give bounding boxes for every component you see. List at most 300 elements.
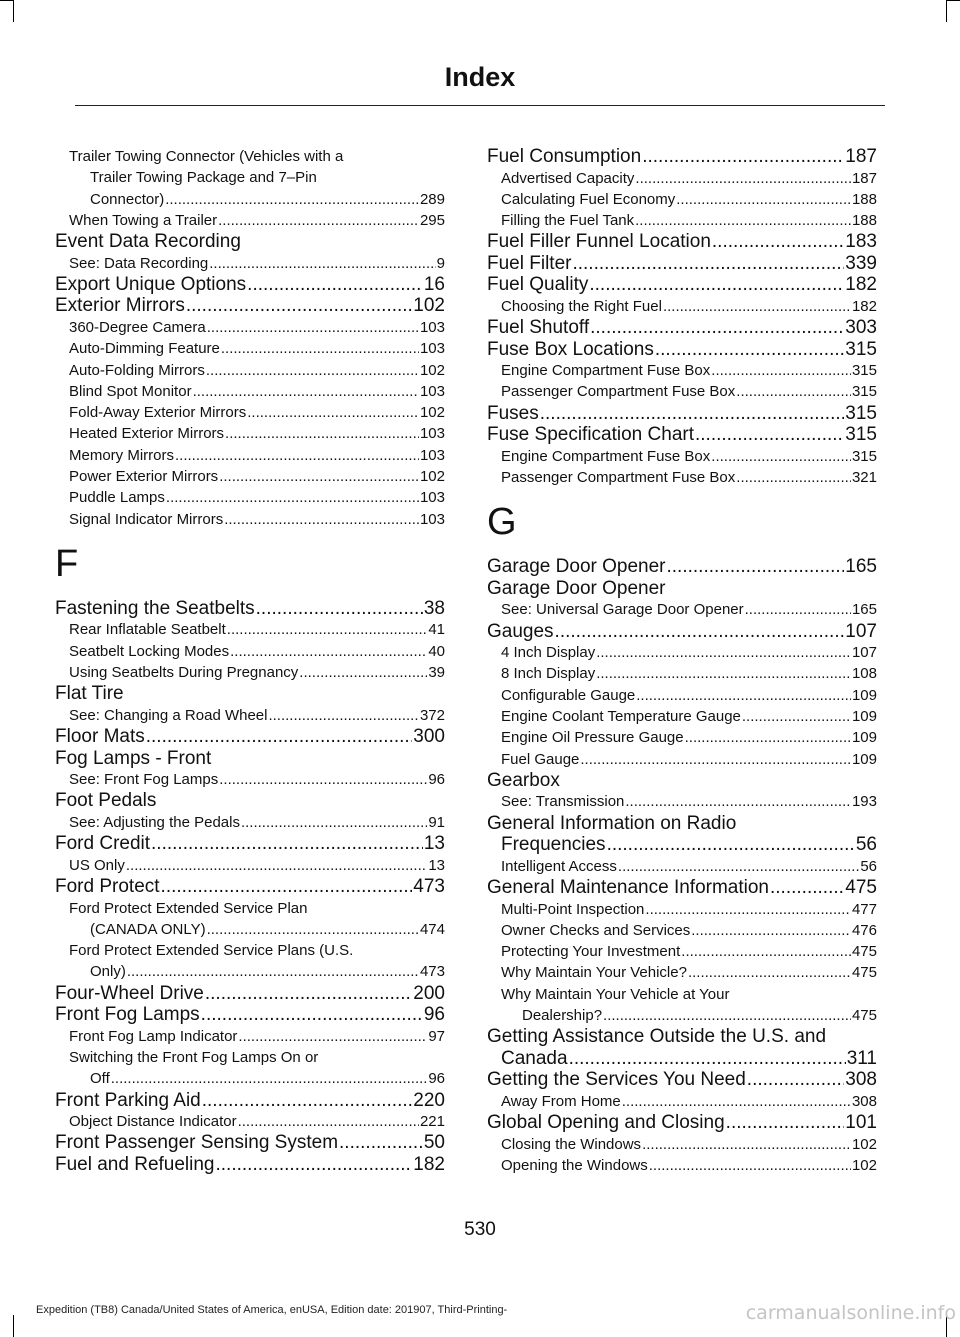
index-entry-text: Ford Protect xyxy=(55,876,160,898)
index-page-number: 473 xyxy=(419,963,445,981)
index-subentry xyxy=(487,360,877,381)
index-subentry xyxy=(55,317,445,338)
index-page-number: 473 xyxy=(413,876,445,898)
index-entry-line: Trailer Towing Package and 7–Pin xyxy=(90,169,317,187)
index-entry-text: Why Maintain Your Vehicle? xyxy=(501,964,687,982)
dot-leader xyxy=(540,403,845,425)
index-entry xyxy=(487,253,877,275)
index-page-number: 96 xyxy=(428,1070,445,1088)
index-entry-text: Multi-Point Inspection xyxy=(501,900,645,918)
dot-leader xyxy=(207,919,419,940)
footer-edition-text: Expedition (TB8) Canada/United States of America, enUSA, Edition date: 201907, Third-Printing- xyxy=(36,1304,508,1316)
index-page-number: 41 xyxy=(428,621,445,639)
index-entry xyxy=(487,813,877,856)
index-entry-last-line xyxy=(487,834,877,856)
index-page-number: 109 xyxy=(851,708,877,726)
index-page-number: 16 xyxy=(423,273,445,295)
dot-leader xyxy=(219,466,419,487)
dot-leader xyxy=(726,1112,845,1134)
index-entry-text: Engine Compartment Fuse Box xyxy=(501,447,711,465)
index-page-number: 182 xyxy=(851,297,877,315)
index-page-number: 103 xyxy=(419,340,445,358)
index-page-number: 102 xyxy=(851,1156,877,1174)
index-subentry xyxy=(55,812,445,833)
index-entry xyxy=(487,1069,877,1091)
index-entry-text: Only) xyxy=(90,963,126,981)
dot-leader xyxy=(569,1048,846,1070)
index-entry xyxy=(55,231,445,253)
index-entry xyxy=(55,1154,445,1176)
index-entry xyxy=(487,146,877,168)
index-entry-text: Front Parking Aid xyxy=(55,1089,201,1111)
index-entry xyxy=(487,1026,877,1069)
index-entry xyxy=(487,1112,877,1134)
index-entry xyxy=(55,1090,445,1112)
index-subentry xyxy=(487,920,877,941)
index-entry xyxy=(55,274,445,296)
index-entry-text: Opening the Windows xyxy=(501,1156,648,1174)
index-page-number: 101 xyxy=(845,1112,877,1134)
dot-leader xyxy=(681,941,851,962)
dot-leader xyxy=(218,210,419,231)
index-entry-text: Four-Wheel Drive xyxy=(55,982,204,1004)
index-entry-text: Fuel and Refueling xyxy=(55,1153,215,1175)
index-subentry xyxy=(487,599,877,620)
index-subentry xyxy=(55,855,445,876)
index-subentry xyxy=(487,791,877,812)
index-entry xyxy=(487,403,877,425)
index-page-number: 13 xyxy=(423,833,445,855)
index-page-number: 102 xyxy=(419,404,445,422)
index-entry-text: Fuel Filler Funnel Location xyxy=(487,231,711,253)
index-page-number: 103 xyxy=(419,510,445,528)
index-entry xyxy=(55,983,445,1005)
index-page-number: 475 xyxy=(851,964,877,982)
index-subentry xyxy=(55,898,445,941)
index-entry-text: Canada xyxy=(501,1047,568,1069)
index-entry-line: Ford Protect Extended Service Plans (U.S. xyxy=(69,942,354,960)
index-entry-text: Closing the Windows xyxy=(501,1135,642,1153)
index-subentry xyxy=(55,423,445,444)
dot-leader xyxy=(126,855,427,876)
dot-leader xyxy=(202,1090,413,1112)
index-page-number: 315 xyxy=(845,338,877,360)
index-entry-text: Garage Door Opener xyxy=(487,556,666,578)
index-entry-text: Ford Credit xyxy=(55,833,151,855)
index-subentry xyxy=(55,769,445,790)
index-entry-text: Front Fog Lamps xyxy=(55,1004,200,1026)
index-subentry xyxy=(55,210,445,231)
index-entry xyxy=(55,598,445,620)
index-page-number: 311 xyxy=(846,1047,877,1069)
index-subentry xyxy=(55,338,445,359)
index-page-number: 9 xyxy=(436,254,445,272)
index-subentry xyxy=(487,685,877,706)
index-entry-text: Using Seatbelts During Pregnancy xyxy=(69,664,299,682)
index-entry-text: Signal Indicator Mirrors xyxy=(69,510,224,528)
index-entry xyxy=(487,274,877,296)
dot-leader xyxy=(625,791,851,812)
index-page-number: 308 xyxy=(851,1092,877,1110)
dot-leader xyxy=(238,1111,419,1132)
dot-leader xyxy=(572,253,844,275)
dot-leader xyxy=(201,1004,423,1026)
index-subentry xyxy=(487,941,877,962)
index-entry xyxy=(55,790,445,812)
index-entry xyxy=(55,876,445,898)
index-page-number: 187 xyxy=(845,146,877,167)
crop-mark xyxy=(946,0,947,22)
index-subentry xyxy=(487,856,877,877)
section-letter: F xyxy=(55,542,79,585)
index-entry-text: Configurable Gauge xyxy=(501,686,636,704)
index-subentry xyxy=(487,210,877,231)
index-entry-text: Dealership? xyxy=(522,1007,603,1025)
index-page-number: 102 xyxy=(419,361,445,379)
index-entry xyxy=(487,339,877,361)
index-entry-text: Fuel Shutoff xyxy=(487,317,590,339)
index-column-right xyxy=(487,146,877,1176)
dot-leader xyxy=(596,642,851,663)
section-letter: G xyxy=(487,501,517,544)
index-entry-text: Fuel Filter xyxy=(487,252,572,274)
index-page-number: 91 xyxy=(428,813,445,831)
index-page-number: 102 xyxy=(419,468,445,486)
index-page-number: 97 xyxy=(428,1027,445,1045)
dot-leader xyxy=(635,168,851,189)
dot-leader xyxy=(642,1134,851,1155)
crop-mark xyxy=(13,1315,14,1337)
index-subentry xyxy=(55,509,445,530)
index-entry-text: Foot Pedals xyxy=(55,790,157,812)
index-entry xyxy=(55,833,445,855)
index-entry-text: Front Fog Lamp Indicator xyxy=(69,1027,238,1045)
dot-leader xyxy=(230,641,427,662)
index-page-number: 476 xyxy=(851,921,877,939)
index-page-number: 103 xyxy=(419,425,445,443)
index-entry-text: Getting the Services You Need xyxy=(487,1069,746,1091)
index-subentry xyxy=(487,381,877,402)
index-entry-text: Garage Door Opener xyxy=(487,577,666,599)
index-subentry xyxy=(55,402,445,423)
index-page-number: 193 xyxy=(851,793,877,811)
index-page-number: 372 xyxy=(419,706,445,724)
index-page-number: 221 xyxy=(419,1113,445,1131)
index-page-number: 108 xyxy=(851,665,877,683)
index-subentry xyxy=(487,663,877,684)
index-entry-text: Off xyxy=(90,1070,110,1088)
dot-leader xyxy=(712,231,844,253)
dot-leader xyxy=(221,338,419,359)
index-page-number: 477 xyxy=(851,900,877,918)
index-entry-text: See: Transmission xyxy=(501,793,625,811)
index-page-number: 188 xyxy=(851,190,877,208)
index-entry-text: See: Universal Garage Door Opener xyxy=(501,601,744,619)
index-entry-text: Gearbox xyxy=(487,769,560,791)
dot-leader xyxy=(736,467,851,488)
index-subentry xyxy=(55,1026,445,1047)
index-page-number: 109 xyxy=(851,729,877,747)
index-page-number: 165 xyxy=(851,601,877,619)
index-page-number: 315 xyxy=(851,383,877,401)
dot-leader xyxy=(688,962,851,983)
index-entry xyxy=(55,1004,445,1026)
index-subentry xyxy=(55,641,445,662)
index-page-number: 96 xyxy=(428,771,445,789)
index-subentry xyxy=(55,940,445,983)
index-entry xyxy=(487,877,877,899)
page-number: 530 xyxy=(464,1219,496,1240)
index-entry-line: Ford Protect Extended Service Plan xyxy=(69,899,308,917)
index-entry-text: 360-Degree Camera xyxy=(69,318,206,336)
index-page-number: 188 xyxy=(851,212,877,230)
dot-leader xyxy=(216,1154,413,1176)
dot-leader xyxy=(642,146,844,168)
index-subentry xyxy=(487,706,877,727)
index-entry-line: Why Maintain Your Vehicle at Your xyxy=(501,985,730,1003)
dot-leader xyxy=(596,663,851,684)
index-entry-text: Engine Oil Pressure Gauge xyxy=(501,729,684,747)
dot-leader xyxy=(745,599,851,620)
dot-leader xyxy=(635,210,851,231)
index-entry-last-line xyxy=(501,1005,877,1026)
dot-leader xyxy=(165,189,419,210)
index-page-number: 103 xyxy=(419,318,445,336)
header-divider xyxy=(75,105,885,106)
index-subentry xyxy=(487,899,877,920)
crop-mark xyxy=(946,0,960,1)
dot-leader xyxy=(247,402,419,423)
index-entry-text: Gauges xyxy=(487,620,554,642)
index-entry-text: Auto-Dimming Feature xyxy=(69,340,220,358)
index-entry-text: General Maintenance Information xyxy=(487,877,769,899)
index-entry-text: Fuse Box Locations xyxy=(487,338,654,360)
index-subentry xyxy=(487,962,877,983)
index-entry xyxy=(487,317,877,339)
dot-leader xyxy=(770,877,844,899)
dot-leader xyxy=(127,961,419,982)
index-page-number: 102 xyxy=(413,295,445,317)
index-entry-text: Fog Lamps - Front xyxy=(55,747,212,769)
index-subentry xyxy=(487,189,877,210)
index-entry xyxy=(487,770,877,792)
index-page-number: 300 xyxy=(413,726,445,748)
index-subentry xyxy=(55,619,445,640)
dot-leader xyxy=(268,705,419,726)
index-page-number: 103 xyxy=(419,489,445,507)
index-entry xyxy=(487,621,877,643)
index-entry-last-line xyxy=(69,189,445,210)
index-subentry xyxy=(55,360,445,381)
dot-leader xyxy=(580,749,851,770)
index-entry-line: Trailer Towing Connector (Vehicles with a xyxy=(69,148,344,165)
index-entry-text: US Only xyxy=(69,856,125,874)
watermark: carmanualsonline.info xyxy=(745,1302,956,1324)
index-page-number: 13 xyxy=(428,856,445,874)
index-entry-text: Intelligent Access xyxy=(501,857,617,875)
dot-leader xyxy=(299,662,427,683)
dot-leader xyxy=(603,1005,851,1026)
index-entry-last-line xyxy=(69,919,445,940)
dot-leader xyxy=(736,381,851,402)
dot-leader xyxy=(256,598,423,620)
index-subentry xyxy=(487,984,877,1027)
index-page-number: 339 xyxy=(845,252,877,274)
dot-leader xyxy=(607,834,855,856)
index-entry-text: Filling the Fuel Tank xyxy=(501,212,635,230)
index-entry xyxy=(55,726,445,748)
index-entry xyxy=(55,295,445,317)
index-entry-text: Engine Coolant Temperature Gauge xyxy=(501,708,741,726)
index-page-number: 474 xyxy=(419,920,445,938)
dot-leader xyxy=(193,381,419,402)
index-entry-text: Fastening the Seatbelts xyxy=(55,597,255,619)
dot-leader xyxy=(645,899,851,920)
index-entry-text: Fuel Quality xyxy=(487,274,589,296)
index-entry xyxy=(487,231,877,253)
index-entry-text: Passenger Compartment Fuse Box xyxy=(501,383,736,401)
index-entry-text: Passenger Compartment Fuse Box xyxy=(501,469,736,487)
dot-leader xyxy=(339,1132,423,1154)
index-subentry xyxy=(55,1111,445,1132)
index-entry-last-line xyxy=(69,961,445,982)
page-title: Index xyxy=(444,62,516,92)
dot-leader xyxy=(691,920,851,941)
dot-leader xyxy=(241,812,427,833)
index-page-number: 165 xyxy=(845,556,877,578)
index-page-number: 102 xyxy=(851,1135,877,1153)
index-page-number: 315 xyxy=(851,362,877,380)
index-page-number: 39 xyxy=(428,664,445,682)
index-page-number: 50 xyxy=(423,1132,445,1154)
index-page-number: 289 xyxy=(419,190,445,208)
index-entry-text: When Towing a Trailer xyxy=(69,211,218,229)
dot-leader xyxy=(206,360,419,381)
dot-leader xyxy=(166,487,419,508)
index-entry-text: Frequencies xyxy=(501,834,606,856)
index-page-number: 200 xyxy=(413,982,445,1004)
dot-leader xyxy=(111,1068,428,1089)
dot-leader xyxy=(622,1091,851,1112)
index-entry-text: Flat Tire xyxy=(55,683,124,705)
index-entry-line: General Information on Radio xyxy=(487,812,737,834)
index-page-number: 315 xyxy=(845,402,877,424)
dot-leader xyxy=(618,856,859,877)
dot-leader xyxy=(247,274,423,296)
index-page-number: 315 xyxy=(845,424,877,446)
dot-leader xyxy=(205,983,412,1005)
index-entry xyxy=(55,683,445,705)
index-entry-text: Event Data Recording xyxy=(55,231,241,253)
index-entry-text: Connector) xyxy=(90,190,165,208)
index-subentry xyxy=(487,727,877,748)
index-page-number: 56 xyxy=(860,857,877,875)
index-entry-last-line xyxy=(487,1048,877,1070)
index-subentry xyxy=(55,487,445,508)
index-page-number: 96 xyxy=(423,1004,445,1026)
dot-leader xyxy=(663,296,851,317)
index-page-number: 475 xyxy=(851,1007,877,1025)
index-entry-text: Advertised Capacity xyxy=(501,169,635,187)
index-entry-text: Exterior Mirrors xyxy=(55,295,185,317)
index-subentry xyxy=(487,296,877,317)
dot-leader xyxy=(711,360,851,381)
index-subentry xyxy=(487,1134,877,1155)
index-entry-text: Owner Checks and Services xyxy=(501,921,691,939)
index-page-number: 303 xyxy=(845,317,877,339)
index-column-left xyxy=(55,146,445,1175)
index-entry-text: Blind Spot Monitor xyxy=(69,382,192,400)
index-page-number: 308 xyxy=(845,1069,877,1091)
index-entry xyxy=(487,578,877,600)
index-page-number: 315 xyxy=(851,447,877,465)
index-entry-text: Power Exterior Mirrors xyxy=(69,468,219,486)
dot-leader xyxy=(667,556,845,578)
dot-leader xyxy=(238,1026,427,1047)
dot-leader xyxy=(146,726,413,748)
dot-leader xyxy=(590,317,844,339)
index-entry-text: Engine Compartment Fuse Box xyxy=(501,362,711,380)
index-entry-line: Switching the Front Fog Lamps On or xyxy=(69,1049,319,1067)
index-entry-text: (CANADA ONLY) xyxy=(90,920,206,938)
dot-leader xyxy=(711,446,851,467)
index-entry-line: Getting Assistance Outside the U.S. and xyxy=(487,1026,827,1048)
index-entry xyxy=(487,556,877,578)
dot-leader xyxy=(655,339,844,361)
index-entry xyxy=(55,748,445,770)
dot-leader xyxy=(742,706,851,727)
index-entry-text: See: Adjusting the Pedals xyxy=(69,813,240,831)
index-page-number: 183 xyxy=(845,231,877,253)
index-entry-text: See: Changing a Road Wheel xyxy=(69,706,268,724)
index-entry-text: Calculating Fuel Economy xyxy=(501,190,676,208)
index-page-number: 220 xyxy=(413,1089,445,1111)
index-subentry xyxy=(487,1091,877,1112)
index-entry-last-line xyxy=(69,1068,445,1089)
index-entry-text: Away From Home xyxy=(501,1092,621,1110)
dot-leader xyxy=(695,424,844,446)
index-subentry xyxy=(55,1047,445,1090)
index-entry-text: See: Data Recording xyxy=(69,254,209,272)
index-page-number: 187 xyxy=(851,169,877,187)
index-entry-text: Fold-Away Exterior Mirrors xyxy=(69,404,247,422)
index-entry-text: Fuel Consumption xyxy=(487,146,642,167)
index-entry-text: Choosing the Right Fuel xyxy=(501,297,662,315)
index-page-number: 321 xyxy=(851,469,877,487)
index-subentry xyxy=(487,642,877,663)
index-page-number: 40 xyxy=(428,642,445,660)
crop-mark xyxy=(0,0,13,1)
dot-leader xyxy=(175,445,419,466)
dot-leader xyxy=(636,685,851,706)
index-subentry xyxy=(55,662,445,683)
dot-leader xyxy=(555,621,845,643)
index-entry-text: Memory Mirrors xyxy=(69,446,174,464)
index-subentry xyxy=(55,381,445,402)
index-subentry xyxy=(55,253,445,274)
index-subentry xyxy=(487,467,877,488)
index-entry-text: Protecting Your Investment xyxy=(501,943,681,961)
index-subentry xyxy=(55,445,445,466)
index-entry-text: Seatbelt Locking Modes xyxy=(69,642,230,660)
index-entry-text: Rear Inflatable Seatbelt xyxy=(69,621,226,639)
index-entry xyxy=(55,1132,445,1154)
index-page-number: 182 xyxy=(413,1153,445,1175)
index-subentry xyxy=(55,466,445,487)
index-entry-text: Fuse Specification Chart xyxy=(487,424,694,446)
dot-leader xyxy=(225,423,419,444)
index-entry-text: Fuses xyxy=(487,402,539,424)
